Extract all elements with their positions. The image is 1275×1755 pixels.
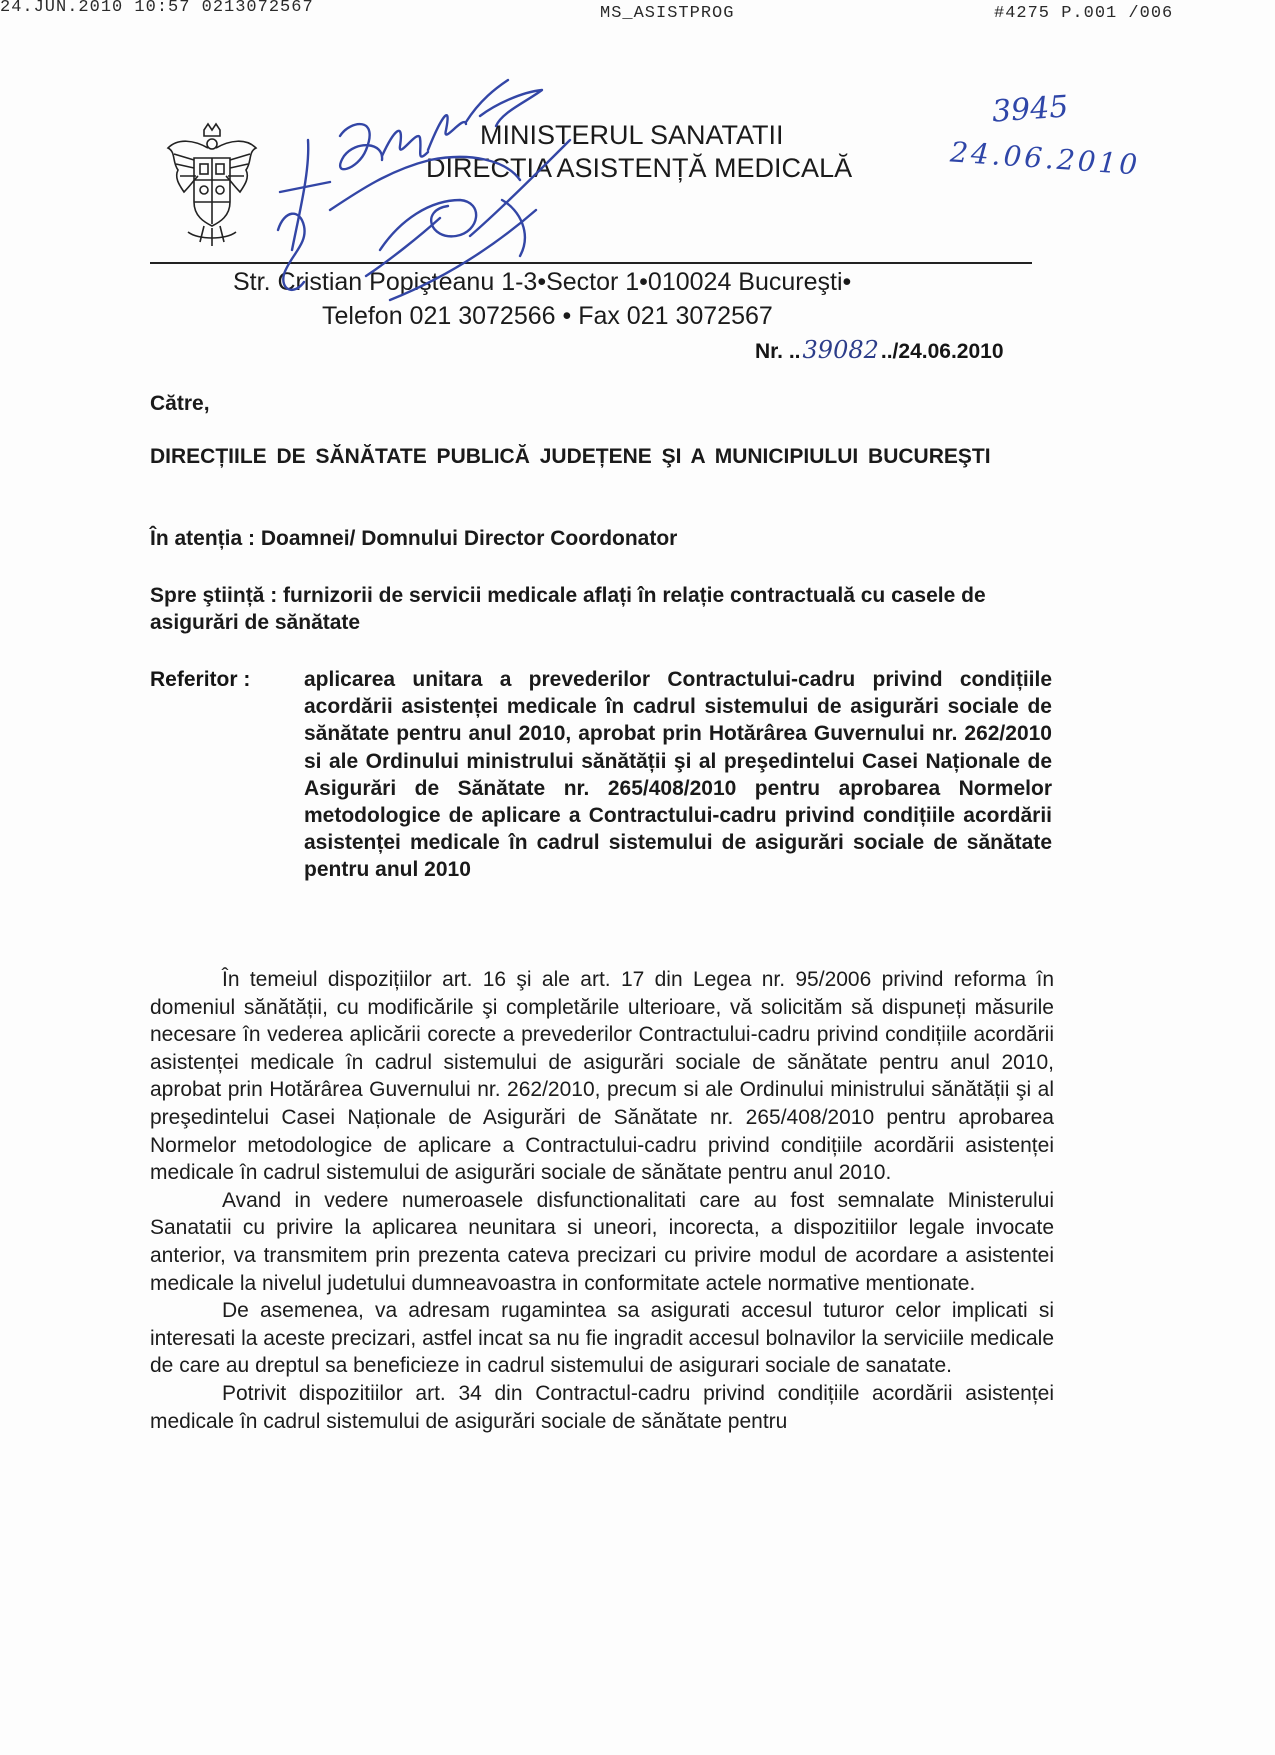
handwritten-entry-date: 24.06.2010 (949, 135, 1142, 182)
salutation: Către, (150, 392, 210, 415)
contact-line: Telefon 021 3072566 • Fax 021 3072567 (322, 302, 773, 330)
directorate-name: DIRECTIA ASISTENȚĂ MEDICALĂ (426, 153, 853, 183)
body-paragraph: Avand in vedere numeroasele disfunctionalitati care au fost semnalate Ministerului Sanatatii cu privire la aplicarea neunitara si uneori, incorecta, a dispozitiilor legale invocate anterior, va transmitem prin prezenta cateva precizari cu privire modul de acordare a asistentei medicale la nivelul judetului dumneavoastra in conformitate actele normative mentionate. (150, 1188, 1054, 1295)
registration-number (755, 336, 1004, 364)
registration-handwritten-number: 39082 (802, 336, 879, 364)
letterhead-divider (150, 262, 1032, 264)
fax-timestamp: 24.JUN.2010 10:57 0213072567 (0, 0, 314, 17)
addressee: DIRECȚIILE DE SĂNĂTATE PUBLICĂ JUDEȚENE ŞI A MUNICIPIULUI BUCUREŞTI (150, 445, 991, 468)
address-line: Str. Cristian Popişteanu 1-3•Sector 1•010024 Bucureşti• (233, 268, 852, 296)
reference-text: aplicarea unitara a prevederilor Contractului-cadru privind condițiile acordării asistenței medicale în cadrul sistemului de asigurări sociale de sănătate pentru anul 2010, aprobat prin Hotărârea Guvernului nr. 262/2010 si ale Ordinului ministrului sănătății şi al preşedintelui Casei Naționale de Asigurări de Sănătate nr. 265/408/2010 pentru aprobarea Normelor metodologice de aplicare a Contractului-cadru privind condițiile acordării asistenței medicale în cadrul sistemului de asigurări sociale de sănătate pentru anul 2010 (304, 668, 1052, 882)
registration-date: ../24.06.2010 (880, 340, 1004, 363)
reference-label: Referitor : (150, 668, 251, 691)
registration-prefix: Nr. .. (755, 340, 801, 363)
body-paragraph: Potrivit dispozitiilor art. 34 din Contractul-cadru privind condițiile acordării asistenței medicale în cadrul sistemului de asigurări sociale de sănătate pentru (150, 1381, 1054, 1433)
attention-line: În atenția : Doamnei/ Domnului Director Coordonator (150, 527, 678, 550)
ministry-name: MINISTERUL SANATATII (480, 120, 784, 150)
body-paragraph: De asemenea, va adresam rugamintea sa asigurati accesul tuturor celor implicati si interesati la aceste precizari, astfel incat sa nu fie ingradit accesul bolnavilor la serviciile medicale de care au dreptul sa beneficieze in cadrul sistemului de asigurari sociale de sanatate. (150, 1299, 1054, 1378)
coat-of-arms-icon (164, 122, 260, 252)
body-paragraph: În temeiul dispozițiilor art. 16 şi ale art. 17 din Legea nr. 95/2006 privind reforma în domeniul sănătății, cu modificările şi completările ulterioare, vă solicităm să dispuneți măsurile necesare în vederea aplicării corecte a prevederilor Contractului-cadru privind condițiile acordării asistenței medicale în cadrul sistemului de asigurări sociale de sănătate pentru anul 2010, aprobat prin Hotărârea Guvernului nr. 262/2010, precum si ale Ordinului ministrului sănătății şi al preşedintelui Casei Naționale de Asigurări de Sănătate nr. 265/408/2010 pentru aprobarea Normelor metodologice de aplicare a Contractului-cadru privind condițiile acordării asistenței medicale în cadrul sistemului de asigurări sociale de sănătate pentru anul 2010. (150, 968, 1054, 1185)
handwritten-signature-icon (270, 60, 630, 340)
letter-body (150, 966, 1054, 1435)
handwritten-entry-number: 3945 (990, 89, 1070, 130)
fax-sender-id: MS_ASISTPROG (600, 4, 735, 23)
info-line: Spre ştiință : furnizorii de servicii medicale aflați în relație contractuală cu casele de asigurări de sănătate (150, 584, 986, 634)
fax-page-counter: #4275 P.001 /006 (994, 4, 1174, 23)
